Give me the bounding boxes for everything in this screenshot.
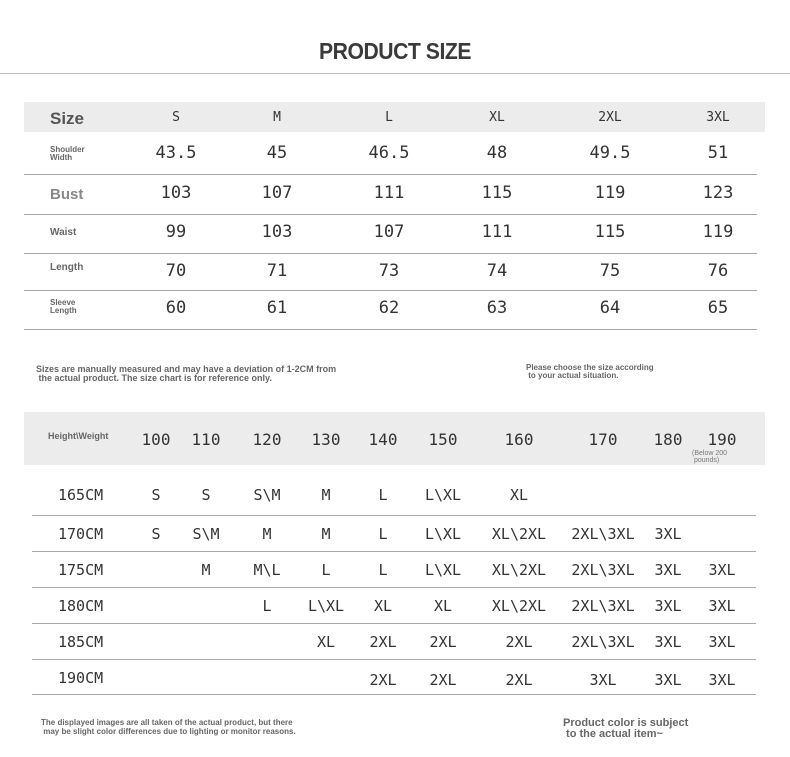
height-row-label: 190CM	[58, 669, 104, 687]
size-cell: 70	[165, 261, 187, 281]
size-cell: 43.5	[155, 143, 197, 163]
row-divider	[24, 253, 757, 254]
hw-cell: XL	[316, 633, 336, 651]
hw-cell: 2XL	[505, 633, 533, 651]
hw-cell: 3XL	[654, 525, 682, 543]
size-cell: 48	[486, 143, 508, 163]
size-header-l: L	[385, 110, 393, 125]
height-row-label: 170CM	[58, 525, 104, 543]
title-divider	[0, 73, 790, 74]
size-header-label: Size	[50, 109, 85, 128]
hw-cell: 2XL	[429, 671, 457, 689]
size-cell: 76	[707, 261, 729, 281]
weight-header-170: 170	[588, 430, 618, 449]
size-cell: 49.5	[589, 143, 631, 163]
size-cell: 115	[594, 222, 626, 242]
hw-cell: L	[378, 561, 388, 579]
hw-cell: 3XL	[708, 597, 736, 615]
row-divider	[32, 694, 756, 695]
row-divider	[24, 329, 757, 330]
size-cell: 111	[481, 222, 513, 242]
weight-header-120: 120	[252, 430, 282, 449]
size-cell: 46.5	[368, 143, 410, 163]
size-cell: 64	[599, 298, 621, 318]
size-cell: 119	[702, 222, 734, 242]
size-cell: 74	[486, 261, 508, 281]
hw-cell: 3XL	[589, 671, 617, 689]
size-row-label: Bust	[50, 186, 84, 203]
size-cell: 75	[599, 261, 621, 281]
size-row-label: Waist	[50, 227, 77, 238]
hw-cell: L\XL	[424, 561, 462, 579]
size-header-3xl: 3XL	[706, 110, 730, 125]
row-divider	[24, 174, 757, 175]
weight-header-190: 190	[707, 430, 737, 449]
weight-header-180: 180	[653, 430, 683, 449]
size-row-label: Length	[50, 262, 84, 273]
hw-cell: 2XL	[369, 633, 397, 651]
page-title: PRODUCT SIZE	[318, 38, 472, 64]
size-cell: 45	[266, 143, 288, 163]
size-chart-header	[24, 102, 765, 132]
hw-cell: 3XL	[654, 671, 682, 689]
weight-header-100: 100	[141, 430, 171, 449]
footer-color-note: Product color is subject to the actual item~	[563, 717, 689, 740]
hw-cell: S	[201, 486, 211, 504]
height-row-label: 165CM	[58, 486, 104, 504]
hw-cell: XL\2XL	[491, 561, 547, 579]
size-choice-note: Please choose the size according to your actual situation.	[526, 363, 654, 380]
measurement-note: Sizes are manually measured and may have a deviation of 1-2CM from the actual product. The size chart is for reference only.	[36, 364, 337, 383]
height-row-label: 175CM	[58, 561, 104, 579]
size-header-2xl: 2XL	[598, 110, 622, 125]
size-cell: 99	[165, 222, 187, 242]
weight-header-140: 140	[368, 430, 398, 449]
hw-cell: M	[321, 486, 331, 504]
row-divider	[32, 515, 756, 516]
size-cell: 123	[702, 183, 734, 203]
height-row-label: 180CM	[58, 597, 104, 615]
hw-cell: 2XL\3XL	[571, 561, 635, 579]
hw-cell: L	[262, 597, 272, 615]
hw-cell: XL\2XL	[491, 525, 547, 543]
weight-header-130: 130	[311, 430, 341, 449]
hw-cell: 3XL	[708, 561, 736, 579]
row-divider	[32, 587, 756, 588]
hw-cell: 3XL	[654, 561, 682, 579]
size-header-m: M	[273, 110, 281, 125]
hw-cell: XL	[373, 597, 393, 615]
row-divider	[32, 551, 756, 552]
hw-cell: 3XL	[654, 597, 682, 615]
weight-header-150: 150	[428, 430, 458, 449]
hw-cell: M	[321, 525, 331, 543]
size-cell: 111	[373, 183, 405, 203]
hw-cell: S\M	[253, 486, 281, 504]
hw-cell: 3XL	[654, 633, 682, 651]
hw-cell: 3XL	[708, 671, 736, 689]
size-cell: 71	[266, 261, 288, 281]
size-cell: 60	[165, 298, 187, 318]
hw-cell: XL\2XL	[491, 597, 547, 615]
hw-cell: L\XL	[424, 486, 462, 504]
size-cell: 63	[486, 298, 508, 318]
size-cell: 107	[373, 222, 405, 242]
hw-cell: S	[151, 486, 161, 504]
weight-header-160: 160	[504, 430, 534, 449]
hw-cell: 2XL\3XL	[571, 525, 635, 543]
hw-cell: 2XL	[429, 633, 457, 651]
hw-cell: 3XL	[708, 633, 736, 651]
size-cell: 119	[594, 183, 626, 203]
size-cell: 73	[378, 261, 400, 281]
hw-cell: L\XL	[424, 525, 462, 543]
hw-cell: 2XL	[505, 671, 533, 689]
size-cell: 103	[261, 222, 293, 242]
hw-cell: M	[262, 525, 272, 543]
hw-cell: 2XL	[369, 671, 397, 689]
height-row-label: 185CM	[58, 633, 104, 651]
hw-header-label: Height\Weight	[48, 431, 109, 441]
footer-photo-note: The displayed images are all taken of the actual product, but there may be slight color differences due to lighting or monitor reasons.	[41, 718, 296, 736]
hw-cell: 2XL\3XL	[571, 597, 635, 615]
row-divider	[24, 214, 757, 215]
hw-cell: XL	[433, 597, 453, 615]
hw-cell: 2XL\3XL	[571, 633, 635, 651]
size-header-xl: XL	[489, 110, 505, 125]
size-cell: 103	[160, 183, 192, 203]
hw-cell: M\L	[253, 561, 281, 579]
hw-cell: L\XL	[307, 597, 345, 615]
size-cell: 51	[707, 143, 729, 163]
weight-note: (Below 200 pounds)	[692, 450, 728, 464]
weight-header-110: 110	[191, 430, 221, 449]
hw-cell: XL	[509, 486, 529, 504]
size-cell: 65	[707, 298, 729, 318]
size-row-label: Shoulder Width	[50, 145, 85, 162]
row-divider	[32, 659, 756, 660]
size-cell: 61	[266, 298, 288, 318]
hw-cell: M	[201, 561, 211, 579]
hw-cell: L	[378, 525, 388, 543]
size-cell: 62	[378, 298, 400, 318]
size-row-label: Sleeve Length	[50, 298, 77, 315]
row-divider	[32, 623, 756, 624]
hw-cell: S	[151, 525, 161, 543]
hw-cell: L	[321, 561, 331, 579]
hw-cell: S\M	[192, 525, 220, 543]
size-cell: 107	[261, 183, 293, 203]
hw-cell: L	[378, 486, 388, 504]
row-divider	[24, 290, 757, 291]
size-header-s: S	[172, 110, 180, 125]
size-cell: 115	[481, 183, 513, 203]
